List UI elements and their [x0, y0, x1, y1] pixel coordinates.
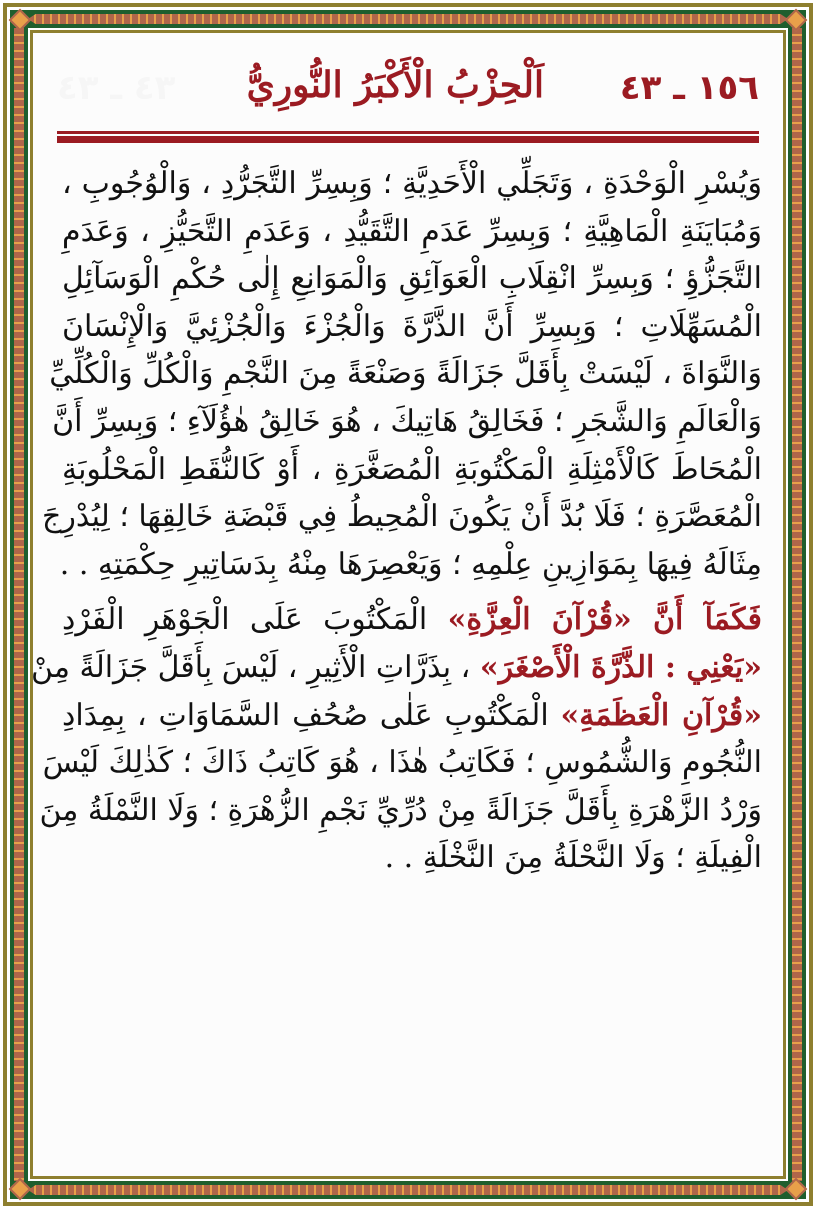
page-number: ١٥٦ ـ ٤٣ — [619, 68, 759, 108]
emphasis-smallest-atom: «يَعْنِي : الذَّرَّةَ الْأَصْغَرَ» — [479, 649, 762, 685]
header-rule-thick — [57, 136, 759, 143]
text-segment: الْمَكْتُوبِ عَلٰى صُحُفِ السَّمَاوَاتِ ، بِمِدَادِ — [62, 697, 549, 733]
running-title: اَلْحِزْبُ الْأَكْبَرُ النُّورِيُّ — [246, 64, 544, 106]
emphasis-quran-al-izza: فَكَمَآ أَنَّ «قُرْآنَ الْعِزَّةِ» — [447, 602, 762, 638]
page-header — [57, 62, 759, 122]
text-line: وَمُبَايَنَةِ الْمَاهِيَّةِ ؛ وَبِسِرِّ عَدَمِ التَّقَيُّدِ ، وَعَدَمِ التَّحَيُّزِ ، وَعَدَمِ — [62, 213, 762, 249]
text-line: وَالنَّوَاةَ ، لَيْسَتْ بِأَقَلَّ جَزَالَةً وَصَنْعَةً مِنَ النَّجْمِ وَالْكُلِّ وَالْكُلِّيِّ — [49, 356, 762, 392]
braid-ornament-left — [14, 28, 24, 1181]
text-line: الْمُحَاطَ كَالْأَمْثِلَةِ الْمَكْتُوبَةِ الْمُصَغَّرَةِ ، أَوْ كَالنُّقَطِ الْمَحْلُوبَةِ — [62, 451, 762, 487]
braid-ornament-top — [28, 14, 788, 24]
text-segment: الْمَكْتُوبَ عَلَى الْجَوْهَرِ الْفَرْدِ — [62, 602, 428, 638]
text-line — [62, 596, 762, 644]
ghost-page-number: ٤٣ ـ ٤٣ — [57, 68, 176, 108]
text-line: الْمُسَهِّلَاتِ ؛ وَبِسِرِّ أَنَّ الذَّرَّةَ وَالْجُزْءَ وَالْجُزْئِيَّ وَالْإِنْسَانَ — [62, 308, 762, 344]
text-line: مِثَالَهُ فِيهَا بِمَوَازِينِ عِلْمِهِ ؛ وَيَعْصِرَهَا مِنْهُ بِدَسَاتِيرِ حِكْمَتِهِ . . — [59, 546, 762, 582]
braid-ornament-bottom — [28, 1185, 788, 1195]
corner-diamond-icon — [785, 1178, 808, 1201]
body-text — [31, 160, 762, 882]
corner-diamond-icon — [9, 1178, 32, 1201]
corner-diamond-icon — [785, 9, 808, 32]
text-line: التَّجَزُّؤِ ؛ وَبِسِرِّ انْقِلَابِ الْعَوَآئِقِ وَالْمَوَانِعِ إِلٰى حُكْمِ الْوَسَآئِلِ — [62, 261, 762, 297]
header-rule-thin — [57, 131, 759, 134]
emphasis-quran-al-azama: «قُرْآنِ الْعَظَمَةِ» — [560, 697, 762, 733]
text-line — [62, 692, 762, 740]
braid-ornament-right — [792, 28, 802, 1181]
text-segment: ، بِذَرَّاتِ الْأَثِيرِ ، لَيْسَ بِأَقَلَّ جَزَالَةً مِنْ — [31, 649, 471, 685]
paragraph-gap — [62, 588, 762, 596]
text-line: النُّجُومِ وَالشُّمُوسِ ؛ فَكَاتِبُ هٰذَا ، هُوَ كَاتِبُ ذَاكَ ؛ كَذٰلِكَ لَيْسَ — [42, 745, 762, 781]
text-line: وَرْدُ الزَّهْرَةِ بِأَقَلَّ جَزَالَةً مِنْ دُرِّيِّ نَجْمِ الزُّهْرَةِ ؛ وَلَا النَّمْلَةُ مِنَ — [39, 792, 762, 828]
text-line — [31, 644, 762, 692]
text-line: وَالْعَالَمِ وَالشَّجَرِ ؛ فَخَالِقُ هَاتِيكَ ، هُوَ خَالِقُ هٰؤُلَآءِ ؛ وَبِسِرِّ أَنَّ — [52, 403, 762, 439]
text-line: الْفِيلَةِ ؛ وَلَا النَّحْلَةُ مِنَ النَّخْلَةِ . . — [384, 840, 762, 876]
text-line: وَيُسْرِ الْوَحْدَةِ ، وَتَجَلِّي الْأَحَدِيَّةِ ؛ وَبِسِرِّ التَّجَرُّدِ ، وَالْوُجُوبِ ، — [62, 166, 762, 201]
text-line: الْمُعَصَّرَةِ ؛ فَلَا بُدَّ أَنْ يَكُونَ الْمُحِيطُ فِي قَبْضَةِ خَالِقِهَا ؛ لِيُدْرِجَ — [41, 499, 762, 535]
